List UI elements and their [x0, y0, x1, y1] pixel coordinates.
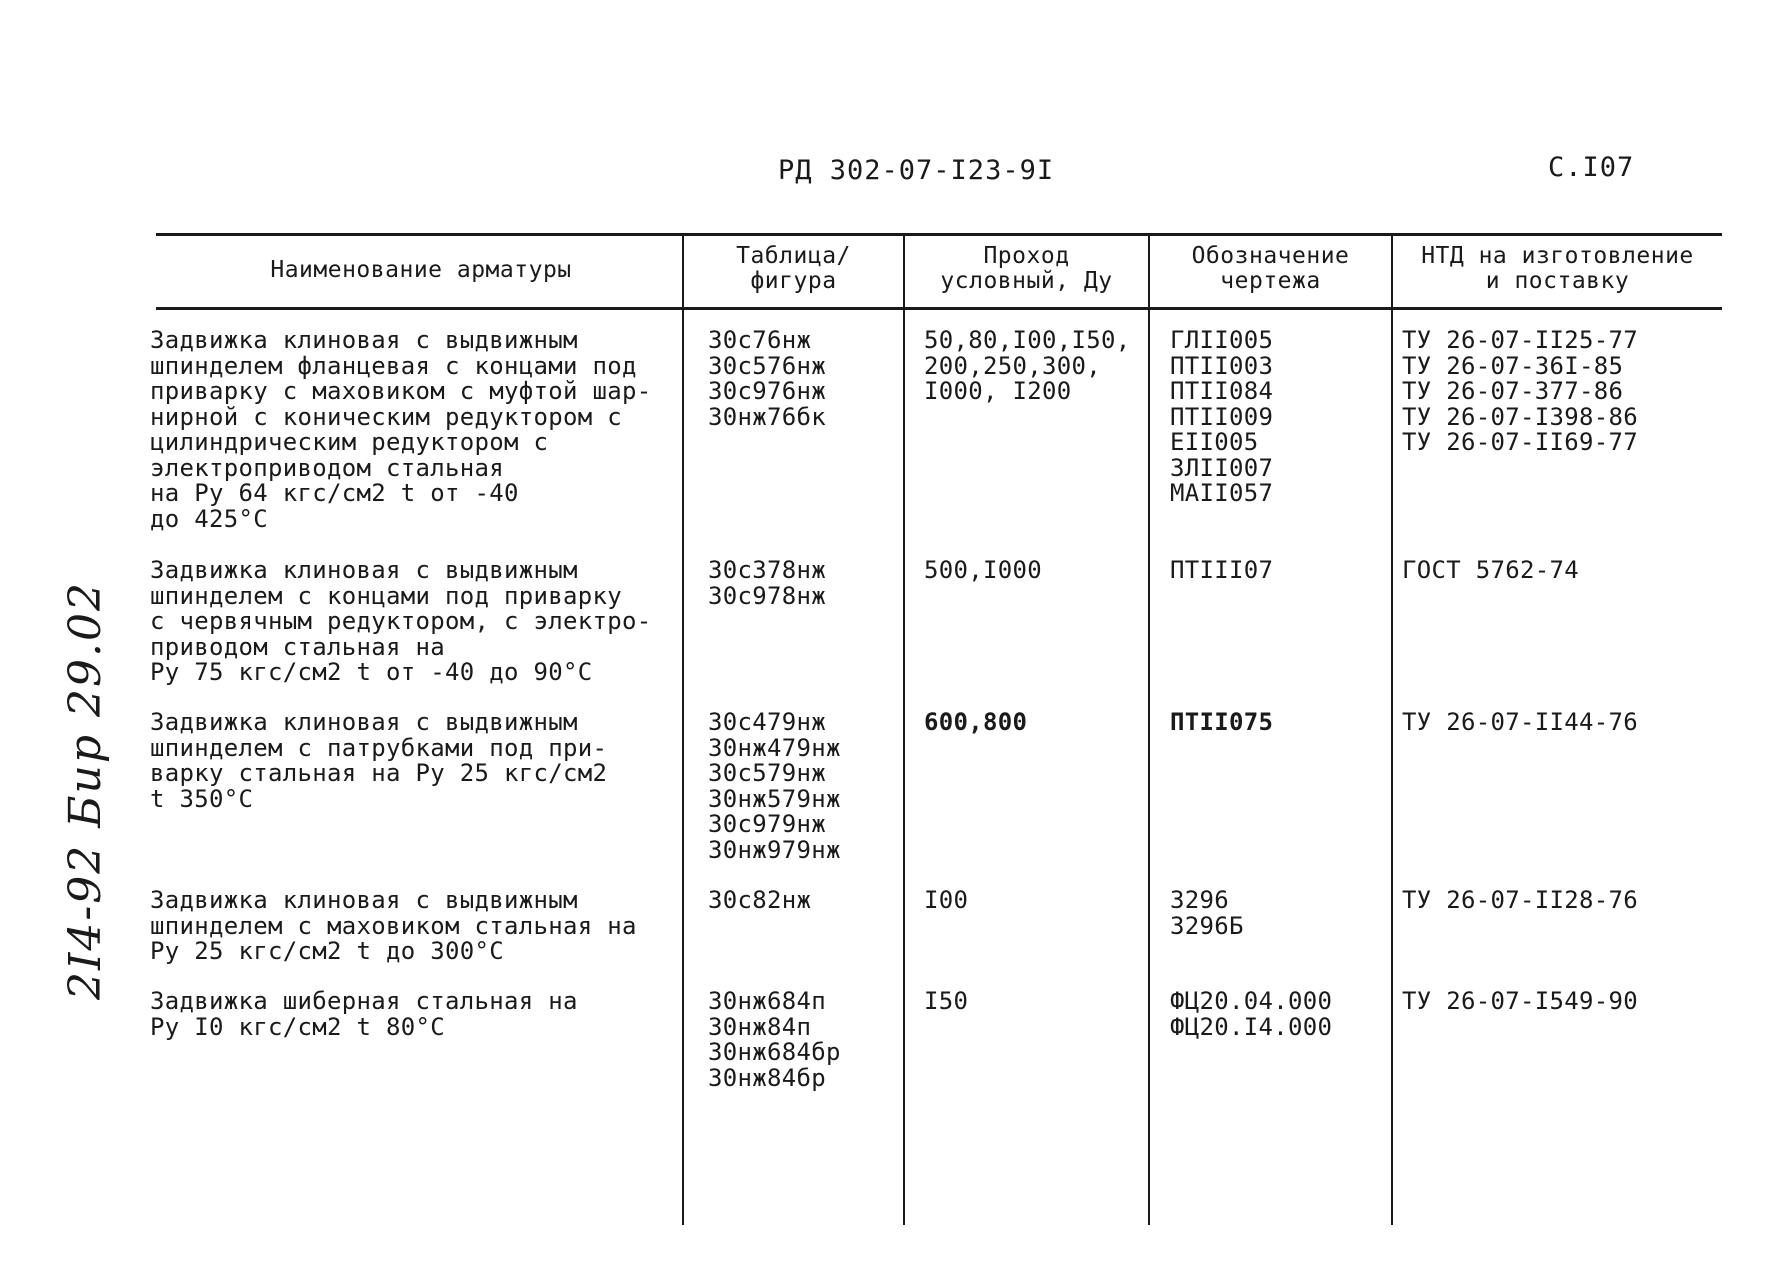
row-3-name: Задвижка клиновая с выдвижным шпинделем с патрубками под при- варку стальная на Ру 25 кгс/см2 t 350°С [150, 708, 608, 813]
row-3-figure: 30с479нж 30нж479нж 30с579нж 30нж579нж 30с979нж 30нж979нж [708, 708, 841, 864]
column-header-ntd: НТД на изготовление и поставку [1421, 243, 1694, 294]
column-header-drawing: Обозначение чертежа [1191, 243, 1350, 294]
table-top-rule [156, 233, 1722, 236]
row-5-name: Задвижка шиберная стальная на Ру I0 кгс/см2 t 80°С [150, 987, 578, 1041]
column-divider-2 [903, 233, 905, 1225]
row-4-figure: 30с82нж [708, 886, 812, 914]
column-header-dn: Проход условный, Ду [940, 243, 1113, 294]
margin-handwritten-note: 2I4-92 Бир 29.02 [60, 581, 111, 1000]
row-1-name: Задвижка клиновая с выдвижным шпинделем фланцевая с концами под приварку с маховиком с муфтой шар- нирной с коническим редуктором с цилиндрическим редуктором с электроприводом стальная на Ру 64 кгс/см2 t от -40 до 425°С [150, 326, 652, 533]
page-number: С.I07 [1548, 152, 1635, 183]
row-5-dn: I50 [924, 987, 969, 1015]
column-header-name: Наименование арматуры [270, 257, 572, 283]
row-2-name: Задвижка клиновая с выдвижным шпинделем с концами под приварку с червячным редуктором, с электро- приводом стальная на Ру 75 кгс/см2 t от -40 до 90°С [150, 556, 652, 686]
column-header-figure: Таблица/ фигура [736, 243, 851, 294]
row-5-drawing: ФЦ20.04.000 ФЦ20.I4.000 [1170, 987, 1333, 1041]
row-3-drawing: ПТII075 [1170, 708, 1274, 736]
column-divider-3 [1148, 233, 1150, 1225]
row-4-drawing: 3296 3296Б [1170, 886, 1244, 940]
row-5-ntd: ТУ 26-07-I549-90 [1402, 987, 1638, 1015]
row-4-name: Задвижка клиновая с выдвижным шпинделем с маховиком стальная на Ру 25 кгс/см2 t до 300°С [150, 886, 637, 965]
row-1-ntd: ТУ 26-07-II25-77 ТУ 26-07-36I-85 ТУ 26-07-377-86 ТУ 26-07-I398-86 ТУ 26-07-II69-77 [1402, 326, 1638, 456]
row-1-figure: 30с76нж 30с576нж 30с976нж 30нж76бк [708, 326, 826, 431]
row-2-drawing: ПТIII07 [1170, 556, 1274, 584]
row-2-ntd: ГОСТ 5762-74 [1402, 556, 1579, 584]
row-1-drawing: ГЛII005 ПТII003 ПТII084 ПТII009 ЕII005 ЗЛII007 МАII057 [1170, 326, 1274, 507]
row-4-dn: I00 [924, 886, 969, 914]
row-2-figure: 30с378нж 30с978нж [708, 556, 826, 610]
row-1-dn: 50,80,I00,I50, 200,250,300, I000, I200 [924, 326, 1131, 405]
row-2-dn: 500,I000 [924, 556, 1042, 584]
row-5-figure: 30нж684п 30нж84п 30нж684бр 30нж84бр [708, 987, 841, 1092]
row-4-ntd: ТУ 26-07-II28-76 [1402, 886, 1638, 914]
document-code: РД 302-07-I23-9I [778, 155, 1055, 186]
row-3-dn: 600,800 [924, 708, 1028, 736]
row-3-ntd: ТУ 26-07-II44-76 [1402, 708, 1638, 736]
column-divider-1 [682, 233, 684, 1225]
table-header-rule [156, 307, 1722, 310]
column-divider-4 [1391, 233, 1393, 1225]
